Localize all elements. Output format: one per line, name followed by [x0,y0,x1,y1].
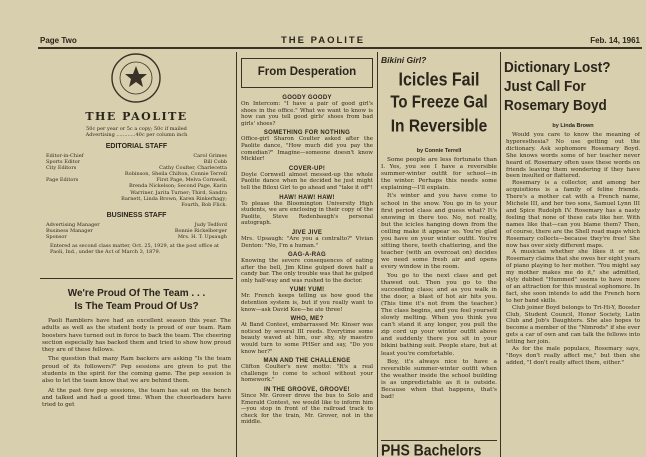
business-staff-title: BUSINESS STAFF [106,212,167,219]
masthead-rule [38,47,642,49]
item-text: To please the Bloomington University High students, we are enclosing in their copy of the Paolite, Steve Redenbaugh's personal autograph. [241,200,373,227]
advertising-rate: Advertising ............40c per column inch [85,132,188,138]
dictionary-column [504,52,642,457]
dictionary-headline-2: Just Call For [504,79,586,95]
gossip-item [241,252,373,284]
article-paragraph: A musician whether she likes it or not, Rosemary claims that she owes her eight years of piano playing to her mother. "You might say my mother makes me do it," she admitted, slyly dubbed "Hummed" seems to have more of an attraction for this musical sophomore. In fact, she soon intends to add the French horn to her band skills. [506,249,640,304]
article-paragraph: Some people are less fortunate than I. Yes, you see I have a reversible summer-winter outfit for school—in the winter. Perhaps this needs some explaining—I'll explain. [381,157,497,192]
item-title: YUM! YUM! [289,287,325,294]
bikini-headline-3: In Reversible [390,116,488,137]
item-title: GAG-A-RAG [287,252,327,259]
gossip-item [241,230,373,249]
column-rule [377,52,378,457]
paper-name: THE PAOLITE [85,110,188,123]
item-text: At Band Contest, embarrassed Mr. Kinser was noticed by several III reeds. Everytime some beauty waved at him, our shy, sly maestro would turn to some PHSer and say, "Do you know her?" [241,322,373,355]
article-paragraph: Rosemary is a collector, and among her acquisitions is a family of feline friends. There's a mother cat with a French name, Michele III, and her two sons, Samuel Lynn III and Spice Rudolph IV. Rosemary has a nasty feeling that none of these cats like her. With names like that—can you blame them? Then, of course, there are the Shell road maps which Rosemary collects—because they're free! She now has over sixty different maps. [506,180,640,249]
dictionary-byline: by Linda Brown [552,123,594,129]
staff-row: Sponsor Mrs. H. T. Upsaugh [46,234,227,241]
article-paragraph: Would you care to know the meaning of hyperesthesia? No use getting out the dictionary. Ask sophomore Rosemary Boyd. She knows words some of her teacher never heard of. Rosemary often uses these words on friends leaving them wondering if they have been insulted or flattered. [506,132,640,180]
bikini-headline-1: Icicles Fail [398,70,480,91]
article-paragraph: As for the male populace, Rosemary says, "Boys don't really affect me," but then she added, "I don't really affect them, either." [506,346,640,366]
article-paragraph: You go to the next class and get thawed out. Then you go to the succeeding class; and as you walk in the door, a blast of hot air hits you. (This time it's not from the teacher.) The class begins, and you feel yourself slowly melting. When you think you can't stand it any longer, you pull the zip cord up your winter outfit above and suddenly there you sit in your bikini bathing suit. People stare, but at least you're comfortable. [381,272,497,357]
mailing-notice: Entered as second class matter, Oct. 25, 1929, at the post office at Paoli, Ind., under the Act of March 3, 1879. [50,243,220,256]
item-title: IN THE GROOVE, GROOVE! [264,387,350,393]
bikini-byline: by Connie Terrell [416,148,462,154]
staff-row: City Editors Cathy Coulter, Charlecetta [46,165,227,172]
item-text: Knowing the severe consequences of eating after the bell, Jim Kline gulped down half a candy bar. The only trouble was that he gulped only half-way and was rushed to the doctor. [241,258,373,284]
editorial-staff-list [46,153,227,208]
gossip-item [241,287,373,313]
proud-headline-2: Is The Team Proud Of Us? [74,301,199,312]
gossip-item [241,358,373,384]
staff-row: Barnett, Linda Brown, Karen Rinkerhagy; [121,195,227,202]
staff-row: Editor-in-Chief Carol Grimes [46,153,227,159]
bikini-headline-2: To Freeze Gal [390,93,488,113]
staff-row: Warriner, Jarita Turner; Third, Sandra [130,189,227,196]
dictionary-headline-3: Rosemary Boyd [504,98,607,114]
section-divider [381,440,497,441]
bikini-column [381,52,497,457]
item-text: Mrs. Upsaugh: "Are you a contralto?" Vivian Denton: "No, I'm a human." [241,235,373,249]
bikini-article-body [381,157,497,401]
staff-row: Page Editors First Page, Melva Cornwell, [46,177,227,184]
column-rule [236,52,237,457]
gossip-item [241,130,373,162]
page-number: Page Two [40,36,77,45]
gossip-item [241,316,373,355]
proud-headline-1: We're Proud Of The Team . . . [67,288,206,299]
subscription-rate: 50c per year or 5c a copy; 50c if mailed [86,126,187,132]
proud-article-body [42,318,231,410]
item-title: SOMETHING FOR NOTHING [263,130,351,137]
bikini-kicker: Bikini Girl? [381,55,427,65]
article-paragraph: Club joiner Boyd belongs to Tri-Hi-Y, Booster Club, Student Council, Honor Society, Latin Club and Job's Daughters. She also hopes to become a member of the "Nimrods" if she ever gets a car of own and can talk the fellows into letting her join. [506,304,640,346]
item-text: Mr. French keeps telling us how good the detention system is, but if you really want to know—ask David Kee—he ate three! [241,293,373,313]
article-paragraph: Paoli Ramblers have had an excellent season this year. The adults as well as the student body is proud of our team. Ram boosters have turned out in force to back the team. The cheering section especially has backed them and tried to show how proud they are of these fellows. [42,318,231,354]
item-text: On Intercom: "I have a pair of good girl's shoes in the office." What we want to know is how can you tell good girls' shoes from bad girls' shoes? [241,101,373,127]
section-divider [40,278,233,279]
staff-row: Robinson, Sheila Chilton, Connie Terrell [124,171,227,178]
article-paragraph: The question that many Ram backers are asking "Is the team proud of its followers?" Pep sessions are given to put the students in the spirit for the coming game. The pep session is also to let the team know that we are behind them. [42,356,231,385]
item-title: HAW! HAW! HAW! [279,194,335,201]
editorial-staff-title: EDITORIAL STAFF [105,143,168,150]
issue-date: Feb. 14, 1961 [590,36,640,45]
item-title: GOODY GOODY [282,95,332,101]
gossip-item [241,166,373,192]
staff-row: Business Manager Bonnie Rickelberger [46,228,227,235]
staff-row: Advertising Manager Judy Tedford [46,222,227,228]
honor-award-seal-icon [110,52,162,104]
item-title: MAN AND THE CHALLENGE [263,358,351,365]
gossip-item [241,95,373,127]
column-rule [500,52,501,457]
left-column [40,52,233,457]
item-text: Clifton Coulter's new motto: "It's a real challenge to come to school without your homework." [241,364,373,384]
staff-row: Sports Editor Bill Cobb [46,159,227,166]
gossip-items [241,92,373,426]
staff-row: Brenda Nickelson; Second Page, Karin [128,183,227,190]
dictionary-headline-1: Dictionary Lost? [504,60,611,76]
dictionary-article-body [506,132,640,367]
staff-row: Fourth, Bob Flick. [181,201,227,208]
item-title: JIVE JIVE [291,229,323,236]
item-text: Office-girl Sharon Coulter asked after the Paolite dance, "How much did you pay the comedian?" Imagine—someone doesn't know Mickler! [241,136,373,163]
item-text: Doyle Cornwell almost messed-up the whole Paolite dance when he decided he just might tell the Biloxi Girl to go ahead and "take it off"! [241,171,373,191]
business-staff-list [46,222,227,240]
gossip-headline: From Desperation [241,58,373,88]
gossip-item [241,387,373,426]
article-paragraph: It's winter and you have come to school in the snow. You go in to your first period class and guess what? It's snowing in there too. No, not really, but the icicles hanging down from the ceiling make it appear so. You're glad you have on your winter outfit. You're sitting there, teeth chattering, and the teacher (with an overcoat on) decides we need some fresh air and opens every window in the room. [381,193,497,271]
article-paragraph: At the past few pep sessions, the team has sat on the bench and talked and had a good time. When the cheerleaders have tried to get [42,387,231,409]
article-paragraph: Boy, it's always nice to have a reversible summer-winter outfit when the weather inside the school building is as unpredictable as it is outside. Because when that happens, that's bad! [381,358,497,401]
item-title: COVER-UP! [288,165,326,172]
gossip-column [241,52,373,457]
item-title: WHO, ME? [290,316,324,323]
bachelors-headline: PHS Bachelors [381,442,482,457]
masthead-title: THE PAOLITE [280,35,366,46]
item-text: Since Mr. Grover drove the bus to Solo and Emerald Contest, we would like to inform him—you stop in front of the railroad track to check for the train, Mr. Grover, not in the middle. [241,393,373,426]
gossip-item [241,195,373,227]
